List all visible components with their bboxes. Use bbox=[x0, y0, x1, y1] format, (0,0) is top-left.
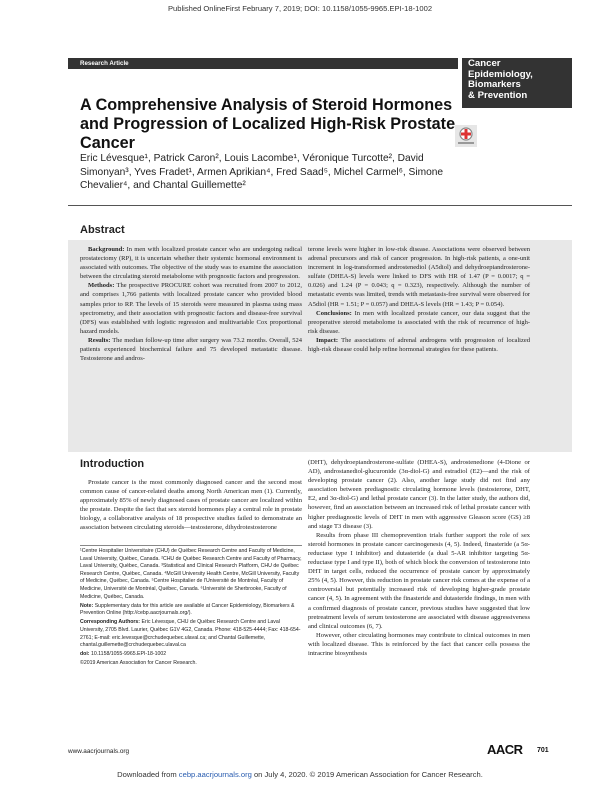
paragraph-text: Results from phase III chemoprevention trials further support the role of sex steroid hormones in prostate cancer carcinogenesis (4, 5). Indeed, finasteride (a 5α-reductase type I inhibitor) and dutasteride (a dual 5-AR inhibitor targeting 5α-reductase type I and type II), both of which block the conversion of testosterone into DHT in target cells, reduced the occurrence of prostate cancer by approximately 25% (4, 5). However, this reduction in prostate cancer risk comes at the expense of a controversial but potentially increased risk of developing higher-grade prostate cancer (4, 5). In agreement with the finasteride and dutasteride findings, in men with a confirmed diagnosis of prostate cancer, previous studies have suggested that low pretreatment levels of serum testosterone are associated with disease aggressiveness and clinical outcomes (6, 7). bbox=[308, 531, 530, 630]
abstract-results-continued bbox=[308, 245, 530, 309]
footnote-divider bbox=[80, 545, 302, 546]
page-number: 701 bbox=[537, 747, 549, 754]
journal-name-box bbox=[462, 58, 572, 108]
journal-name-line: Epidemiology, bbox=[468, 68, 533, 80]
copyright: ©2019 American Association for Cancer Research. bbox=[80, 660, 197, 667]
journal-name-line: Cancer bbox=[468, 58, 501, 69]
section-label: Impact: bbox=[316, 336, 339, 344]
footnotes bbox=[80, 548, 302, 669]
paragraph-text: In men with localized prostate cancer who are undergoing radical prostatectomy (RP), it is uncertain whether their systemic hormonal environment is associated with outcomes. The objective of the study was to examine the association between the circulating steroid metabolome with prognostic factors and progression. bbox=[80, 246, 302, 281]
abstract-column-left bbox=[80, 245, 302, 363]
abstract-background-paragraph bbox=[80, 245, 302, 281]
abstract-impact-paragraph bbox=[308, 336, 530, 354]
journal-url[interactable]: www.aacrjournals.org bbox=[68, 748, 130, 755]
article-type-label: Research Article bbox=[68, 58, 458, 69]
abstract-results-paragraph bbox=[80, 336, 302, 363]
introduction-heading: Introduction bbox=[80, 458, 145, 470]
introduction-column-right bbox=[308, 458, 530, 658]
article-title: A Comprehensive Analysis of Steroid Hormones and Progression of Localized High-Risk Prostate Cancer bbox=[80, 96, 456, 152]
journal-name-line: Biomarkers bbox=[468, 79, 521, 90]
corresponding-label: Corresponding Authors: bbox=[80, 619, 141, 626]
paragraph-text: The prospective PROCURE cohort was recruited from 2007 to 2012, and comprises 1,766 patients with localized prostate cancer who provided blood samples prior to RP. The levels of 15 steroids were measured in plasma using mass spectrometry, and their association with prognostic factors and disease-free survival (DFS) was established with logistic regression and multivariable Cox proportional hazard models. bbox=[80, 282, 302, 335]
abstract-methods-paragraph bbox=[80, 281, 302, 336]
section-label: Results: bbox=[88, 336, 111, 344]
paragraph-text: (DHT), dehydroepiandrosterone-sulfate (DHEA-S), androstenedione (4-Dione or AD), androstanediol-glucuronide (3α-diol-G) and estradiol (E2)—and the risk of developing prostate cancer (2). Also, another large study did not find any association between prediagnostic circulating hormone levels (testosterone, DHT, E2, and 3α-diol-G) and lethal prostate cancer (3). In the latter study, the authors did, however, find an association between an increased risk of lethal prostate cancer with higher prediagnostic levels of DHT in men with aggressive Gleason score (GS) ≥8 and stage T3 disease (3). bbox=[308, 459, 530, 530]
introduction-column-left bbox=[80, 478, 302, 533]
download-prefix: Downloaded from bbox=[117, 770, 179, 779]
published-online-line: Published OnlineFirst February 7, 2019; DOI: 10.1158/1055-9965.EPI-18-1002 bbox=[167, 4, 433, 13]
paragraph-text: The associations of adrenal androgens with progression of localized high-risk disease could help refine hormonal strategies for these patients. bbox=[308, 336, 530, 354]
abstract-conclusions-paragraph bbox=[308, 309, 530, 336]
aacr-logo: AACR bbox=[487, 742, 523, 757]
paragraph-text: Prostate cancer is the most commonly diagnosed cancer and the second most common cause of cancer-related deaths among North American men (1). Currently, approximately 85% of newly diagnosed cases of prostate cancer are localized within the prostate. Despite the fact that sex steroid hormones play a central role in prostate biology, a collaborative analysis of 18 prospective studies failed to demonstrate an association between circulating steroids—testosterone, dihydrotestosterone bbox=[80, 479, 302, 532]
journal-name-line: & Prevention bbox=[468, 89, 528, 101]
note-label: Note: bbox=[80, 602, 94, 609]
paragraph-text: The median follow-up time after surgery was 73.2 months. Overall, 524 patients experienced biochemical failure and 75 developed metastatic disease. Testosterone and andros- bbox=[80, 336, 303, 363]
doi bbox=[80, 651, 302, 659]
author-list: Eric Lévesque¹, Patrick Caron², Louis Lacombe¹, Véronique Turcotte², David Simonyan³, Yves Fradet¹, Armen Aprikian⁴, Fred Saad⁵, Michel Carmel⁶, Simone Chevalier⁴, and Chantal Guillemette² bbox=[80, 153, 444, 191]
corresponding-authors bbox=[80, 619, 302, 649]
doi-text: 10.1158/1055-9965.EPI-18-1002 bbox=[90, 651, 167, 658]
paragraph-text: However, other circulating hormones may contribute to clinical outcomes in men with localized disease. This is reinforced by the fact that cancer cells possess the intracrine biosynthesis bbox=[308, 631, 530, 657]
affiliations: ¹Centre Hospitalier Universitaire (CHU) de Québec Research Centre and Faculty of Medicine, Laval University, Québec, Canada. ²CHU de Québec Research Centre and Faculty of Pharmacy, Laval University, Québec, Canada. ³Statistical and Clinical Research Platform, CHU de Québec Research Centre, Québec, Canada. ⁴McGill University Health Centre, McGill University, Faculty of Medicine, Québec, Canada. ⁵Centre Hospitalier de l'Université de Montréal, Faculty of Medicine, Université de Montréal, Québec, Canada. ⁶Université de Sherbrooke, Faculty of Medicine, Québec, Canada. bbox=[80, 548, 302, 600]
paragraph-text: terone levels were higher in low-risk disease. Associations were observed between adrenal precursors and risk of cancer progression. In high-risk patients, a one-unit increment in log-transformed androstenediol (A5diol) and dehydroepiandrosterone-sulfate (DHEA-S) levels were linked to DFS with HR of 1.47 (P = 0.0017; q = 0.026) and 1.24 (P = 0.043; q = 0.323), respectively. Although the number of metastatic events was limited, trends with metastasis-free survival were observed for A5diol (HR = 1.51; P = 0.057) and DHEA-S levels (HR = 1.43; P = 0.054). bbox=[308, 246, 530, 308]
divider bbox=[68, 205, 572, 206]
abstract-column-right bbox=[308, 245, 530, 354]
crossmark-check-for-updates-icon[interactable] bbox=[455, 125, 477, 147]
section-label: Background: bbox=[88, 246, 125, 253]
supplementary-note bbox=[80, 603, 302, 618]
abstract-heading: Abstract bbox=[80, 224, 125, 236]
doi-label: doi: bbox=[80, 651, 90, 658]
download-suffix: on July 4, 2020. © 2019 American Association for Cancer Research. bbox=[251, 770, 483, 779]
section-label: Conclusions: bbox=[316, 309, 352, 317]
download-link[interactable]: cebp.aacrjournals.org bbox=[178, 770, 252, 779]
paragraph-text: In men with localized prostate cancer, our data suggest that the preoperative steroid metabolome is associated with the risk of recurrence of high-risk disease. bbox=[308, 309, 530, 335]
note-text: Supplementary data for this article are available at Cancer Epidemiology, Biomarkers & Prevention Online (http://cebp.aacrjournals.org/). bbox=[80, 602, 295, 617]
corresponding-text: Eric Lévesque, CHU de Québec Research Centre and Laval University, 2705 Blvd. Laurier, Québec G1V 4G2, Canada. Phone: 418-525-4444; Fax: 418-654-2761; E-mail: eric.levesque@crchudequebec.ulaval.ca; and Chantal Guillemette, chantal.guillemette@crchudequebec.ulaval.ca bbox=[80, 619, 301, 649]
section-label: Methods: bbox=[88, 282, 115, 290]
download-notice bbox=[0, 770, 600, 779]
